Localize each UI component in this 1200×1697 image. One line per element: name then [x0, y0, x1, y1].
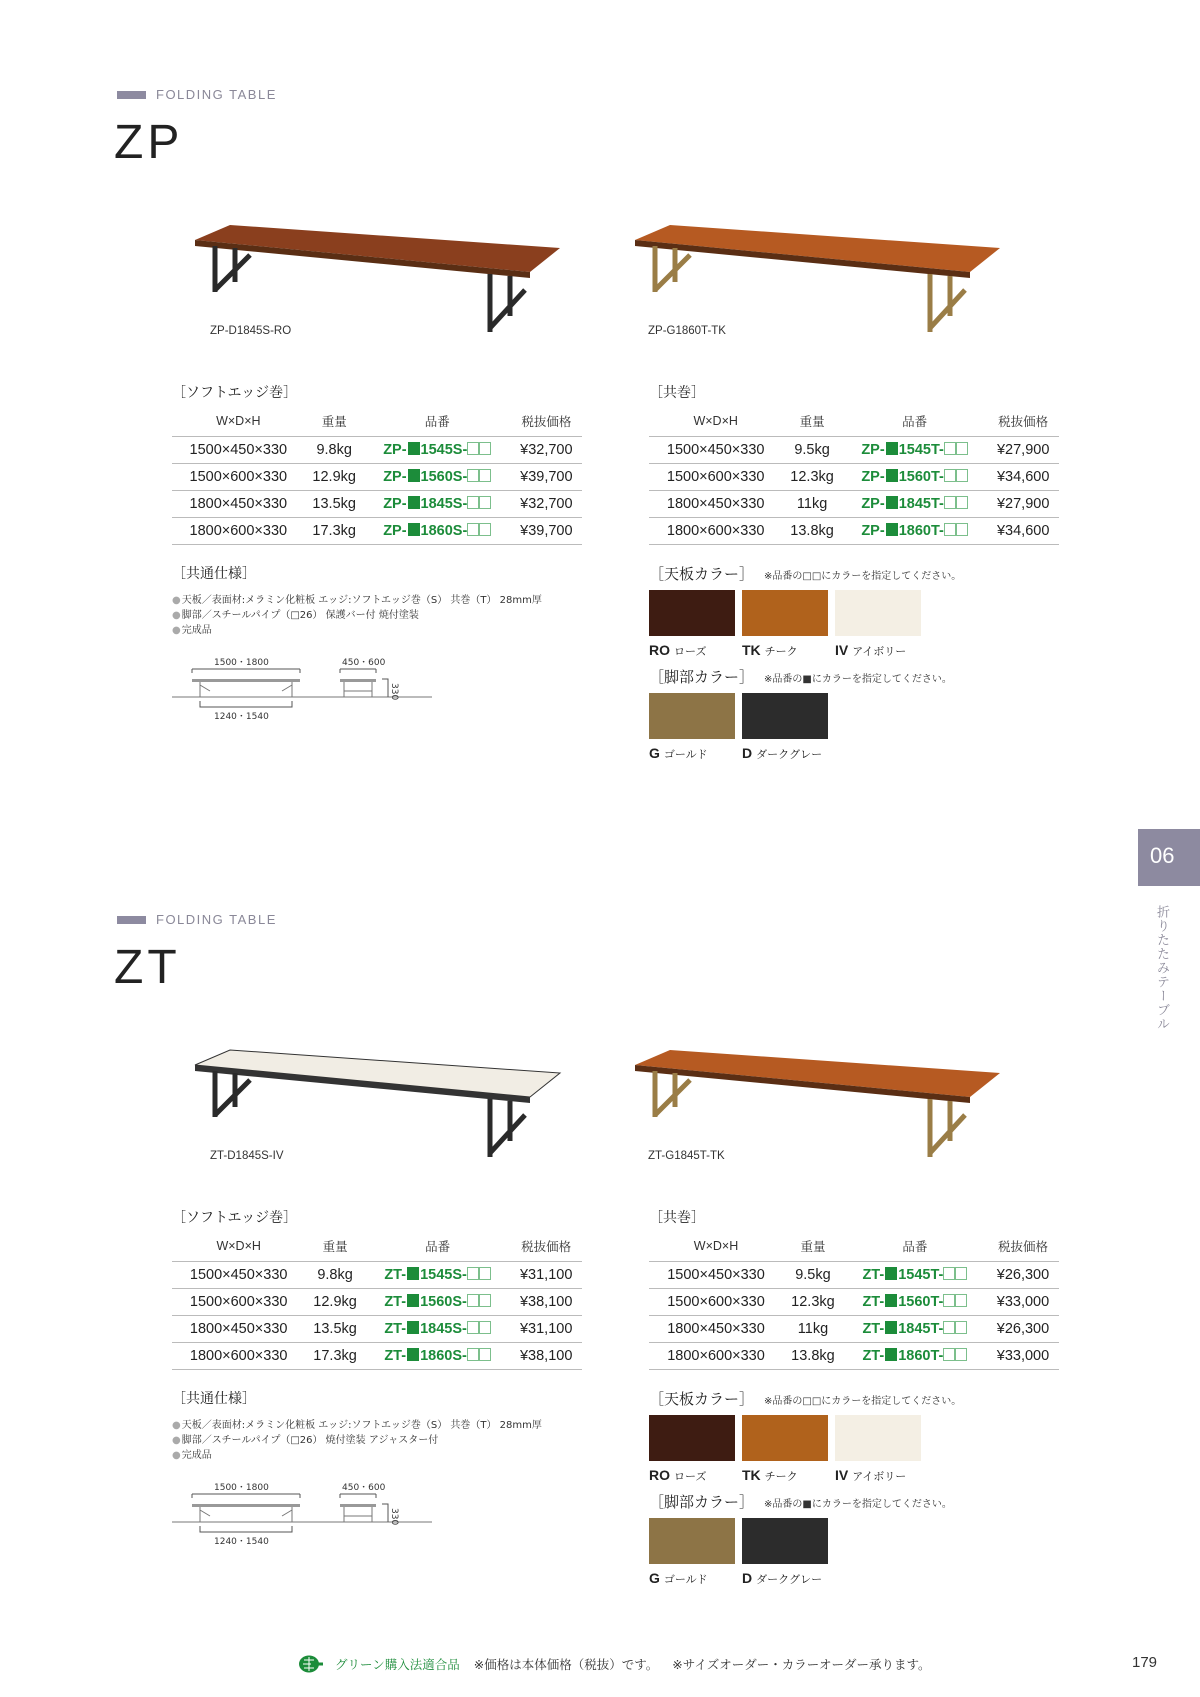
- chapter-label: 折りたたみテーブル: [1154, 905, 1169, 1031]
- chapter-tab[interactable]: 06: [1138, 829, 1200, 886]
- product-caption: ZP-D1845S-RO: [210, 325, 292, 337]
- color-swatch-g[interactable]: G ゴールド: [649, 1518, 735, 1587]
- table-row: 1800×450×330 13.5kg ZT- 1845S- ¥31,100: [172, 1316, 582, 1343]
- column-header: W×D×H: [172, 1233, 305, 1262]
- leg-color-placeholder: [886, 442, 898, 455]
- product-code: ZT- 1860T-: [843, 1343, 987, 1370]
- page-number: 179: [1132, 1654, 1158, 1671]
- product-code: ZP- 1560S-: [364, 464, 511, 491]
- spec-item: ● 天板／表面材:メラミン化粧板 エッジ:ソフトエッジ巻（S） 共巻（T） 28mm厚: [172, 1418, 592, 1433]
- order-note: ※サイズオーダー・カラーオーダー承ります。: [672, 1657, 931, 1672]
- color-swatch-ro[interactable]: RO ローズ: [649, 590, 735, 659]
- product-caption: ZT-G1845T-TK: [648, 1150, 725, 1162]
- column-header: 税抜価格: [510, 1233, 582, 1262]
- column-header: W×D×H: [649, 408, 782, 437]
- svg-text:330: 330: [389, 1508, 399, 1526]
- table-row: 1500×600×330 12.3kg ZT- 1560T- ¥33,000: [649, 1289, 1059, 1316]
- product-code: ZT- 1845T-: [843, 1316, 987, 1343]
- table-row: 1500×450×330 9.8kg ZT- 1545S- ¥31,100: [172, 1262, 582, 1289]
- footer: [297, 1654, 930, 1674]
- product-code: ZP- 1860S-: [364, 518, 511, 545]
- top-color-placeholder: [944, 469, 956, 482]
- leg-color-placeholder: [885, 1294, 897, 1307]
- leg-color-placeholder: [885, 1267, 897, 1280]
- table-row: 1500×450×330 9.8kg ZP- 1545S- ¥32,700: [172, 437, 582, 464]
- top-colors-panel: ［天板カラー］ ※品番の□□にカラーを指定してください。 RO ローズ TK チーク IV アイボリー: [649, 1390, 962, 1483]
- green-label: グリーン購入法適合品: [335, 1657, 460, 1672]
- spec-table-1: [649, 382, 1059, 545]
- table-row: 1800×600×330 13.8kg ZP- 1860T- ¥34,600: [649, 518, 1059, 545]
- table-title: ［ソフトエッジ巻］: [172, 385, 298, 401]
- spec-item: ● 天板／表面材:メラミン化粧板 エッジ:ソフトエッジ巻（S） 共巻（T） 28mm厚: [172, 593, 592, 608]
- product-code: ZT- 1860S-: [365, 1343, 511, 1370]
- spec-table-1: [649, 1207, 1059, 1370]
- table-row: 1500×600×330 12.3kg ZP- 1560T- ¥34,600: [649, 464, 1059, 491]
- category-label: FOLDING TABLE: [117, 912, 277, 927]
- green-purchase-badge: [297, 1654, 460, 1674]
- top-color-placeholder: [467, 1348, 479, 1361]
- leg-color-placeholder: [408, 523, 420, 536]
- svg-text:1240・1540: 1240・1540: [214, 712, 269, 722]
- column-header: 重量: [305, 1233, 365, 1262]
- svg-text:1500・1800: 1500・1800: [214, 658, 269, 668]
- top-color-placeholder: [467, 496, 479, 509]
- spec-item: ● 完成品: [172, 1448, 592, 1463]
- leg-color-placeholder: [407, 1348, 419, 1361]
- product-caption: ZT-D1845S-IV: [210, 1150, 284, 1162]
- category-bar: [117, 916, 146, 924]
- spec-item: ● 脚部／スチールパイプ（□26） 焼付塗装 アジャスター付: [172, 1433, 592, 1448]
- svg-text:330: 330: [389, 683, 399, 701]
- spec-item: ● 脚部／スチールパイプ（□26） 保護バー付 焼付塗装: [172, 608, 592, 623]
- model-title: ZP: [114, 116, 184, 169]
- dimension-diagram: [172, 655, 432, 735]
- leg-color-placeholder: [408, 442, 420, 455]
- leg-color-placeholder: [407, 1267, 419, 1280]
- top-color-placeholder: [467, 1321, 479, 1334]
- product-code: ZP- 1560T-: [842, 464, 988, 491]
- color-swatch-iv[interactable]: IV アイボリー: [835, 590, 921, 659]
- column-header: 税抜価格: [987, 408, 1059, 437]
- product-caption: ZP-G1860T-TK: [648, 325, 726, 337]
- product-code: ZP- 1860T-: [842, 518, 988, 545]
- leg-color-placeholder: [408, 469, 420, 482]
- product-code: ZP- 1845S-: [364, 491, 511, 518]
- table-row: 1500×600×330 12.9kg ZT- 1560S- ¥38,100: [172, 1289, 582, 1316]
- svg-text:1240・1540: 1240・1540: [214, 1537, 269, 1547]
- color-swatch-d[interactable]: D ダークグレー: [742, 693, 828, 762]
- column-header: 品番: [365, 1233, 511, 1262]
- model-title: ZT: [114, 941, 181, 994]
- leg-color-placeholder: [886, 496, 898, 509]
- spec-table-0: [172, 1207, 582, 1370]
- category-bar: [117, 91, 146, 99]
- svg-text:450・600: 450・600: [342, 658, 386, 668]
- leg-colors-panel: ［脚部カラー］ ※品番の■にカラーを指定してください。 G ゴールド D ダークグレー: [649, 1493, 952, 1586]
- green-mark-icon: [297, 1654, 331, 1674]
- color-swatch-tk[interactable]: TK チーク: [742, 1415, 828, 1484]
- top-color-placeholder: [943, 1267, 955, 1280]
- leg-color-placeholder: [885, 1321, 897, 1334]
- table-row: 1800×450×330 11kg ZP- 1845T- ¥27,900: [649, 491, 1059, 518]
- column-header: 品番: [364, 408, 511, 437]
- top-color-placeholder: [467, 523, 479, 536]
- leg-color-placeholder: [408, 496, 420, 509]
- top-color-placeholder: [943, 1321, 955, 1334]
- table-title: ［ソフトエッジ巻］: [172, 1210, 298, 1226]
- top-color-placeholder: [467, 442, 479, 455]
- top-color-placeholder: [944, 496, 956, 509]
- column-header: 重量: [305, 408, 364, 437]
- table-row: 1800×600×330 17.3kg ZP- 1860S- ¥39,700: [172, 518, 582, 545]
- column-header: 重量: [783, 1233, 843, 1262]
- column-header: 品番: [842, 408, 988, 437]
- color-swatch-g[interactable]: G ゴールド: [649, 693, 735, 762]
- svg-text:1500・1800: 1500・1800: [214, 1483, 269, 1493]
- product-code: ZT- 1545S-: [365, 1262, 511, 1289]
- product-code: ZP- 1845T-: [842, 491, 988, 518]
- product-code: ZT- 1560S-: [365, 1289, 511, 1316]
- product-code: ZP- 1545S-: [364, 437, 511, 464]
- color-swatch-tk[interactable]: TK チーク: [742, 590, 828, 659]
- leg-color-placeholder: [407, 1294, 419, 1307]
- top-color-placeholder: [944, 523, 956, 536]
- leg-color-placeholder: [886, 523, 898, 536]
- product-code: ZP- 1545T-: [842, 437, 988, 464]
- table-row: 1500×450×330 9.5kg ZP- 1545T- ¥27,900: [649, 437, 1059, 464]
- product-code: ZT- 1545T-: [843, 1262, 987, 1289]
- top-color-placeholder: [943, 1294, 955, 1307]
- table-row: 1500×600×330 12.9kg ZP- 1560S- ¥39,700: [172, 464, 582, 491]
- leg-color-placeholder: [407, 1321, 419, 1334]
- color-swatch-iv[interactable]: IV アイボリー: [835, 1415, 921, 1484]
- table-title: ［共巻］: [649, 1210, 705, 1226]
- price-note: ※価格は本体価格（税抜）です。: [473, 1657, 659, 1672]
- product-code: ZT- 1560T-: [843, 1289, 987, 1316]
- top-color-placeholder: [944, 442, 956, 455]
- column-header: W×D×H: [172, 408, 305, 437]
- leg-color-placeholder: [886, 469, 898, 482]
- table-row: 1800×600×330 13.8kg ZT- 1860T- ¥33,000: [649, 1343, 1059, 1370]
- common-spec: ［共通仕様］ ● 天板／表面材:メラミン化粧板 エッジ:ソフトエッジ巻（S） 共巻（T） 28mm厚 ● 脚部／スチールパイプ（□26） 保護バー付 焼付塗装 ● 完成品: [172, 563, 592, 638]
- top-color-placeholder: [943, 1348, 955, 1361]
- column-header: 税抜価格: [987, 1233, 1059, 1262]
- color-swatch-ro[interactable]: RO ローズ: [649, 1415, 735, 1484]
- leg-colors-panel: ［脚部カラー］ ※品番の■にカラーを指定してください。 G ゴールド D ダークグレー: [649, 668, 952, 761]
- common-spec: ［共通仕様］ ● 天板／表面材:メラミン化粧板 エッジ:ソフトエッジ巻（S） 共巻（T） 28mm厚 ● 脚部／スチールパイプ（□26） 焼付塗装 アジャスター付 ● 完成品: [172, 1388, 592, 1463]
- leg-color-placeholder: [885, 1348, 897, 1361]
- dimension-diagram: [172, 1480, 432, 1560]
- column-header: W×D×H: [649, 1233, 783, 1262]
- table-title: ［共巻］: [649, 385, 705, 401]
- product-code: ZT- 1845S-: [365, 1316, 511, 1343]
- color-swatch-d[interactable]: D ダークグレー: [742, 1518, 828, 1587]
- column-header: 品番: [843, 1233, 987, 1262]
- top-color-placeholder: [467, 1294, 479, 1307]
- category-label: FOLDING TABLE: [117, 87, 277, 102]
- top-color-placeholder: [467, 1267, 479, 1280]
- svg-text:450・600: 450・600: [342, 1483, 386, 1493]
- spec-item: ● 完成品: [172, 623, 592, 638]
- top-colors-panel: ［天板カラー］ ※品番の□□にカラーを指定してください。 RO ローズ TK チーク IV アイボリー: [649, 565, 962, 658]
- table-row: 1800×450×330 11kg ZT- 1845T- ¥26,300: [649, 1316, 1059, 1343]
- top-color-placeholder: [467, 469, 479, 482]
- spec-table-0: [172, 382, 582, 545]
- table-row: 1800×600×330 17.3kg ZT- 1860S- ¥38,100: [172, 1343, 582, 1370]
- table-row: 1500×450×330 9.5kg ZT- 1545T- ¥26,300: [649, 1262, 1059, 1289]
- table-row: 1800×450×330 13.5kg ZP- 1845S- ¥32,700: [172, 491, 582, 518]
- column-header: 税抜価格: [511, 408, 582, 437]
- column-header: 重量: [782, 408, 842, 437]
